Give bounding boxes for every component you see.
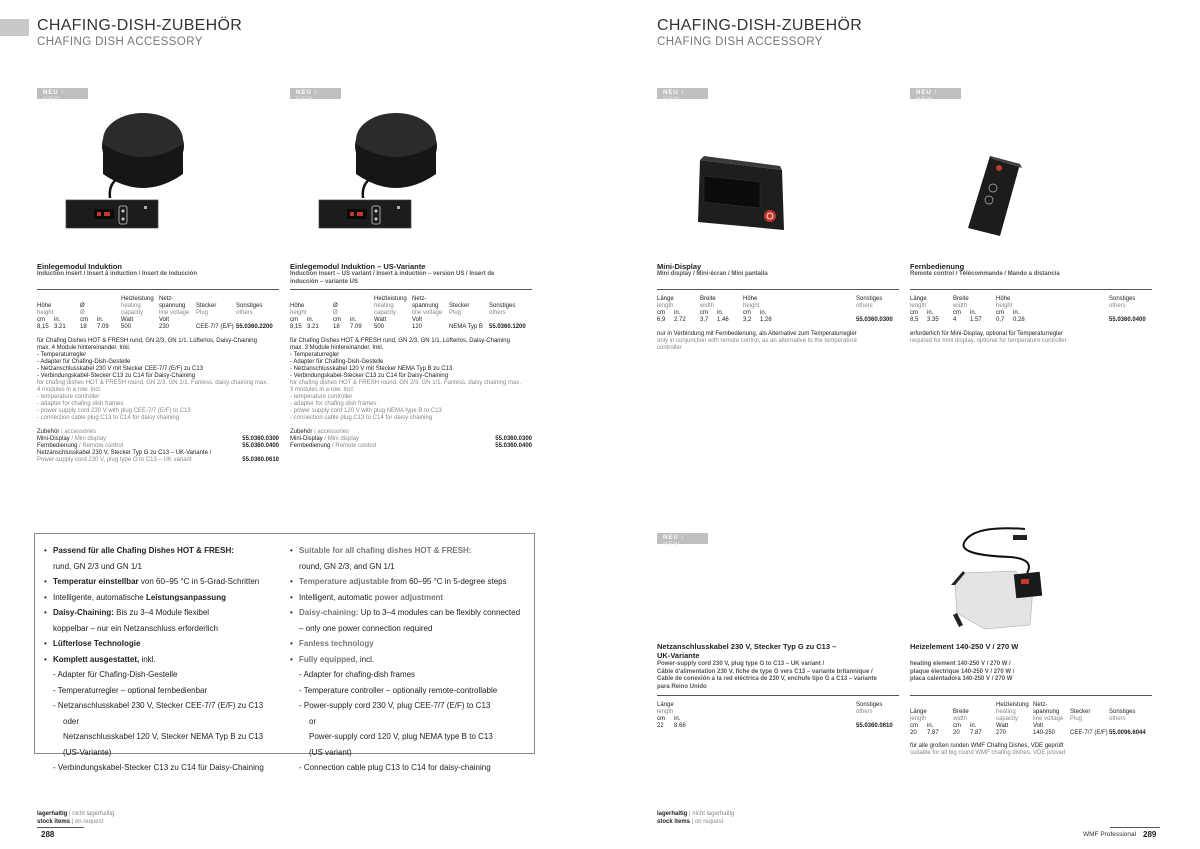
new-badge: NEU I NEW (657, 88, 708, 99)
feature-list-de: • Passend für alle Chafing Dishes HOT & FRESH: rund, GN 2/3 und GN 1/1 • Temperatur einstellbar von 60–95 °C in 5-Grad-Schritten • Intelligente, automatische Leistungsanpassung • Daisy-Chaining: Bis zu 3–4 Module flexibel koppelbar – nur ein Netzanschluss erforderlich • Lüfterlose Technologie • Komplett ausgestattet, inkl. - Adapter für Chafing-Dish-Gestelle - Temperaturregler – optional fernbedienbar - Netzanschlusskabel 230 V, Stecker CEE-7/7 (E/F) zu C13 oder Netzanschlusskabel 120 V, Stecker NEMA Typ B zu C13 (US-Variante) - Verbindungskabel-Stecker C13 zu C14 für Daisy-Chaining (44, 546, 264, 772)
new-badge: NEU I NEW (910, 88, 961, 99)
product-title: Einlegemodul Induktion (37, 262, 122, 271)
new-badge: NEU I NEW (37, 88, 88, 99)
product-description: für Chafing Dishes HOT & FRESH rund, GN 2/3, GN 1/1. Lüfterlos, Daisy-Chaining max. 4 Module hintereinander. Inkl. - Temperaturregler - Adapter für Chafing-Dish-Gestelle - Netzanschlusskabel 230 V mit Stecker CEE-7/7 (E/F) zu C13 - Verbindungskabel-Stecker C13 zu C14 für Daisy-Chaining for chafing dishes HOT & FRESH round, GN 2/3, GN 1/1. Fanless, daisy chaining max. 4 modules in a row. Incl. - temperature controller - adapter for chafing dish frames - power supply cord 230 V with plug CEE-7/7 (E/F) to C13 - connection cable plug C13 to C14 for daisy chaining (37, 338, 268, 421)
new-badge: NEU I NEW (290, 88, 341, 99)
product-title: Heizelement 140-250 V / 270 W (910, 642, 1019, 651)
accessory-item: Fernbedienung / Remote control 55.0360.0400 (37, 443, 279, 449)
divider (910, 695, 1152, 696)
accessories-list: Zubehör / accessories Mini-Display / Mini display 55.0360.0300 Fernbedienung / Remote control 55.0360.0400 Netzanschlusskabel 230 V, Stecker Typ G zu C13 – UK-Variante / Power-supply cord 230 V, plug type G to C13 – UK variant 55.0360.0610 (37, 429, 279, 463)
divider (657, 695, 899, 696)
product-subtitle: Remote control / Télécommande / Mando a distancia (910, 271, 1060, 277)
divider (37, 289, 279, 290)
heating-element-image (935, 525, 1065, 640)
product-description: für Chafing Dishes HOT & FRESH rund, GN 2/3, GN 1/1. Lüfterlos, Daisy-Chaining max. 3 Module hintereinander. Inkl. - Temperaturregler - Adapter für Chafing-Dish-Gestelle - Netzanschlusskabel 120 V mit Stecker NEMA Typ B zu C13 - Verbindungskabel-Stecker C13 zu C14 für Daisy-Chaining for chafing dishes HOT & FRESH round, GN 2/3, GN 1/1. Fanless, daisy chaining max. 3 modules in a row. Incl. - temperature controller - adapter for chafing dish frames - power supply cord 120 V with plug NEMA type B to C13 - connection cable plug C13 to C14 for daisy chaining (290, 338, 521, 421)
page-title-left: CHAFING-DISH-ZUBEHÖR (37, 17, 243, 34)
page-subtitle-left: CHAFING DISH ACCESSORY (37, 36, 203, 48)
stock-legend: lagerhaltig | nicht lagerhaltig stock items | on request (37, 811, 115, 825)
product-note: erforderlich für Mini-Display, optional für Temperaturregler required for mini display, optional for temperature controller (910, 331, 1067, 344)
mini-display-image (692, 150, 792, 240)
footer-rule (1110, 827, 1160, 828)
brand-name: WMF Professional (1083, 831, 1137, 838)
product-subtitle: Mini display / Mini-écran / Mini pantalla (657, 271, 768, 277)
page-number-right: 289 (1143, 830, 1157, 839)
product-subtitle: Induction insert / Insert à induction / Insert de inducción (37, 271, 198, 277)
divider (910, 289, 1152, 290)
product-title: Fernbedienung (910, 262, 965, 271)
spec-table: Heizleistung Netz- Höhe Ø heating spannung Stecker Sonstiges height Ø capacity line voltage Plug others cm in. cm in. Watt Volt 8,15 3.21 18 7.09 500 230 CEE-7/7 (E/F) 55.0360.2200 (37, 296, 273, 330)
footer-rule (37, 827, 84, 828)
page-number-left: 288 (41, 830, 55, 839)
spec-table: Heizleistung Netz- Länge Breite heating spannung Stecker Sonstiges length width capacity line voltage Plug others cm in. cm in. Watt Volt 20 7.87 20 7.87 270 140-250 CEE-7/7 (E/F) 55.0096.6044 (910, 702, 1146, 736)
product-title: Mini-Display (657, 262, 702, 271)
accessories-list: Zubehör / accessories Mini-Display / Mini display 55.0360.0300 Fernbedienung / Remote control 55.0360.0400 (290, 429, 532, 449)
product-title: Netzanschlusskabel 230 V, Stecker Typ G zu C13 – UK-Variante (657, 642, 837, 661)
induction-insert-image (60, 108, 210, 238)
feature-box (34, 533, 535, 772)
spec-table: Länge Breite Höhe Sonstiges length width height others cm in. cm in. cm in. 8,5 3.35 4 1.57 0,7 0.28 55.0360.0400 (910, 296, 1146, 323)
spec-table: Länge Sonstiges length others cm in. 22 8.66 55.0360.0610 (657, 702, 893, 729)
spec-table: Länge Breite Höhe Sonstiges length width height others cm in. cm in. cm in. 6,9 2.72 3,7 1.46 3,2 1.26 55.0360.0300 (657, 296, 893, 323)
page-title-right: CHAFING-DISH-ZUBEHÖR (657, 17, 863, 34)
divider (657, 289, 899, 290)
feature-list-en: • Suitable for all chafing dishes HOT & FRESH: round, GN 2/3, and GN 1/1 • Temperature adjustable from 60–95 °C in 5-degree steps • Intelligent, automatic power adjustment • Daisy-chaining: Up to 3–4 modules can be flexibly connected – only one power connection required • Fanless technology • Fully equipped, incl. - Adapter for chafing-dish frames - Temperature controller – optionally remote-controllable - Power-supply cord 230 V, plug CEE-7/7 (E/F) to C13 or Power-supply cord 120 V, plug NEMA type B to C13 (US variant) - Connection cable plug C13 to C14 for daisy-chaining (290, 546, 521, 772)
accessory-item: Mini-Display / Mini display 55.0360.0300 (290, 436, 532, 442)
product-subtitle: Induction insert – US variant / Insert à induction – version US / Insert de inducción – variante US (290, 271, 495, 285)
page-tab-marker (0, 19, 29, 36)
page-subtitle-right: CHAFING DISH ACCESSORY (657, 36, 823, 48)
remote-control-image (960, 150, 1030, 240)
stock-legend: lagerhaltig | nicht lagerhaltig stock items | on request (657, 811, 735, 825)
spec-table: Heizleistung Netz- Höhe Ø heating spannung Stecker Sonstiges height Ø capacity line voltage Plug others cm in. cm in. Watt Volt 8,15 3.21 18 7.09 500 120 NEMA Typ B 55.0360.1200 (290, 296, 526, 330)
accessory-item: Mini-Display / Mini display 55.0360.0300 (37, 436, 279, 442)
accessory-item: Power-supply cord 230 V, plug type G to C13 – UK variant 55.0360.0610 (37, 457, 279, 463)
induction-insert-us-image (313, 108, 463, 238)
new-badge: NEU I NEW (657, 533, 708, 544)
product-title: Einlegemodul Induktion – US-Variante (290, 262, 426, 271)
accessory-item: Fernbedienung / Remote control 55.0360.0400 (290, 443, 532, 449)
product-subtitle: Power-supply cord 230 V, plug type G to C13 – UK variant / Câble d'alimentation 230 V, fiche de type G vers C13 – variante britannique / Cable de conexión a la red eléctrica de 230 V, enchufe tipo G a C13 – variante para Reino Unido (657, 661, 877, 690)
divider (290, 289, 532, 290)
product-subtitle: heating element 140-250 V / 270 W / plaque électrique 140-250 V / 270 W / placa calentadora 140-250 V / 270 W (910, 661, 1015, 682)
product-note: für alle großen runden WMF Chafing Dishes, VDE geprüft suitable for all big round WMF chafing dishes, VDE proved (910, 743, 1066, 756)
product-note: nur in Verbindung mit Fernbedienung, als Alternative zum Temperaturregler only in conjunction with remote control, as an alternative to the temperature controller (657, 331, 857, 351)
